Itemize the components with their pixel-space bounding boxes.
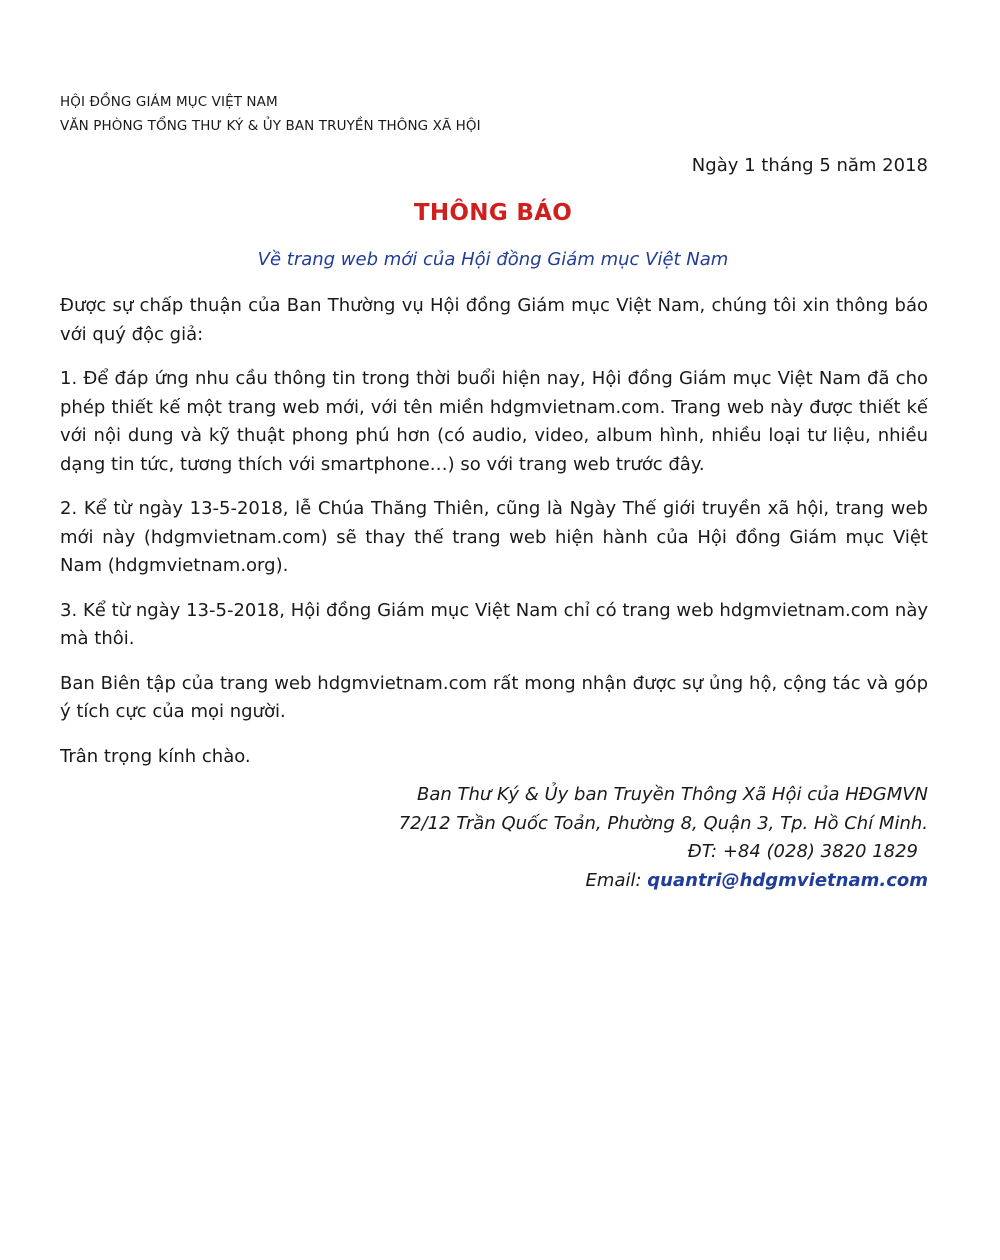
document-title: THÔNG BÁO bbox=[413, 200, 573, 226]
item-1-paragraph: 1. Để đáp ứng nhu cầu thông tin trong thời buổi hiện nay, Hội đồng Giám mục Việt Nam đã cho phép thiết kế một trang web mới, với tên miền hdgmvietnam.com. Trang web này được thiết kế với nội dung và kỹ thuật phong phú hơn (có audio, video, album hình, nhiều loại tư liệu, nhiều dạng tin tức, tương thích với smartphone…) so với trang web trước đây. bbox=[60, 368, 928, 475]
signature-phone: ĐT: +84 (028) 3820 1829 bbox=[687, 841, 918, 862]
letterhead-organization: HỘI ĐỒNG GIÁM MỤC VIỆT NAM bbox=[60, 94, 278, 110]
email-label: Email: bbox=[585, 869, 648, 891]
appeal-paragraph: Ban Biên tập của trang web hdgmvietnam.com rất mong nhận được sự ủng hộ, cộng tác và góp ý tích cực của mọi người. bbox=[60, 672, 928, 722]
item-2-paragraph: 2. Kể từ ngày 13-5-2018, lễ Chúa Thăng Thiên, cũng là Ngày Thế giới truyền xã hội, trang web mới này (hdgmvietnam.com) sẽ thay thế trang web hiện hành của Hội đồng Giám mục Việt Nam (hdgmvietnam.org). bbox=[60, 498, 928, 576]
document-subtitle: Về trang web mới của Hội đồng Giám mục Việt Nam bbox=[257, 249, 729, 270]
item-3-paragraph: 3. Kể từ ngày 13-5-2018, Hội đồng Giám mục Việt Nam chỉ có trang web hdgmvietnam.com này mà thôi. bbox=[60, 599, 928, 649]
signature-organization: Ban Thư Ký & Ủy ban Truyền Thông Xã Hội của HĐGMVN bbox=[416, 784, 928, 805]
document-body bbox=[60, 292, 928, 787]
email-link[interactable]: quantri@hdgmvietnam.com bbox=[647, 869, 928, 891]
letterhead bbox=[60, 90, 481, 138]
letterhead-office: VĂN PHÒNG TỔNG THƯ KÝ & ỦY BAN TRUYỀN THÔNG XÃ HỘI bbox=[60, 118, 481, 134]
intro-paragraph: Được sự chấp thuận của Ban Thường vụ Hội đồng Giám mục Việt Nam, chúng tôi xin thông báo với quý độc giả: bbox=[60, 295, 928, 345]
signature-address: 72/12 Trần Quốc Toản, Phường 8, Quận 3, Tp. Hồ Chí Minh. bbox=[398, 812, 928, 834]
signature-email-line bbox=[328, 867, 928, 896]
closing-paragraph: Trân trọng kính chào. bbox=[60, 745, 251, 767]
document-date: Ngày 1 tháng 5 năm 2018 bbox=[691, 155, 928, 176]
signature-block bbox=[328, 781, 928, 895]
